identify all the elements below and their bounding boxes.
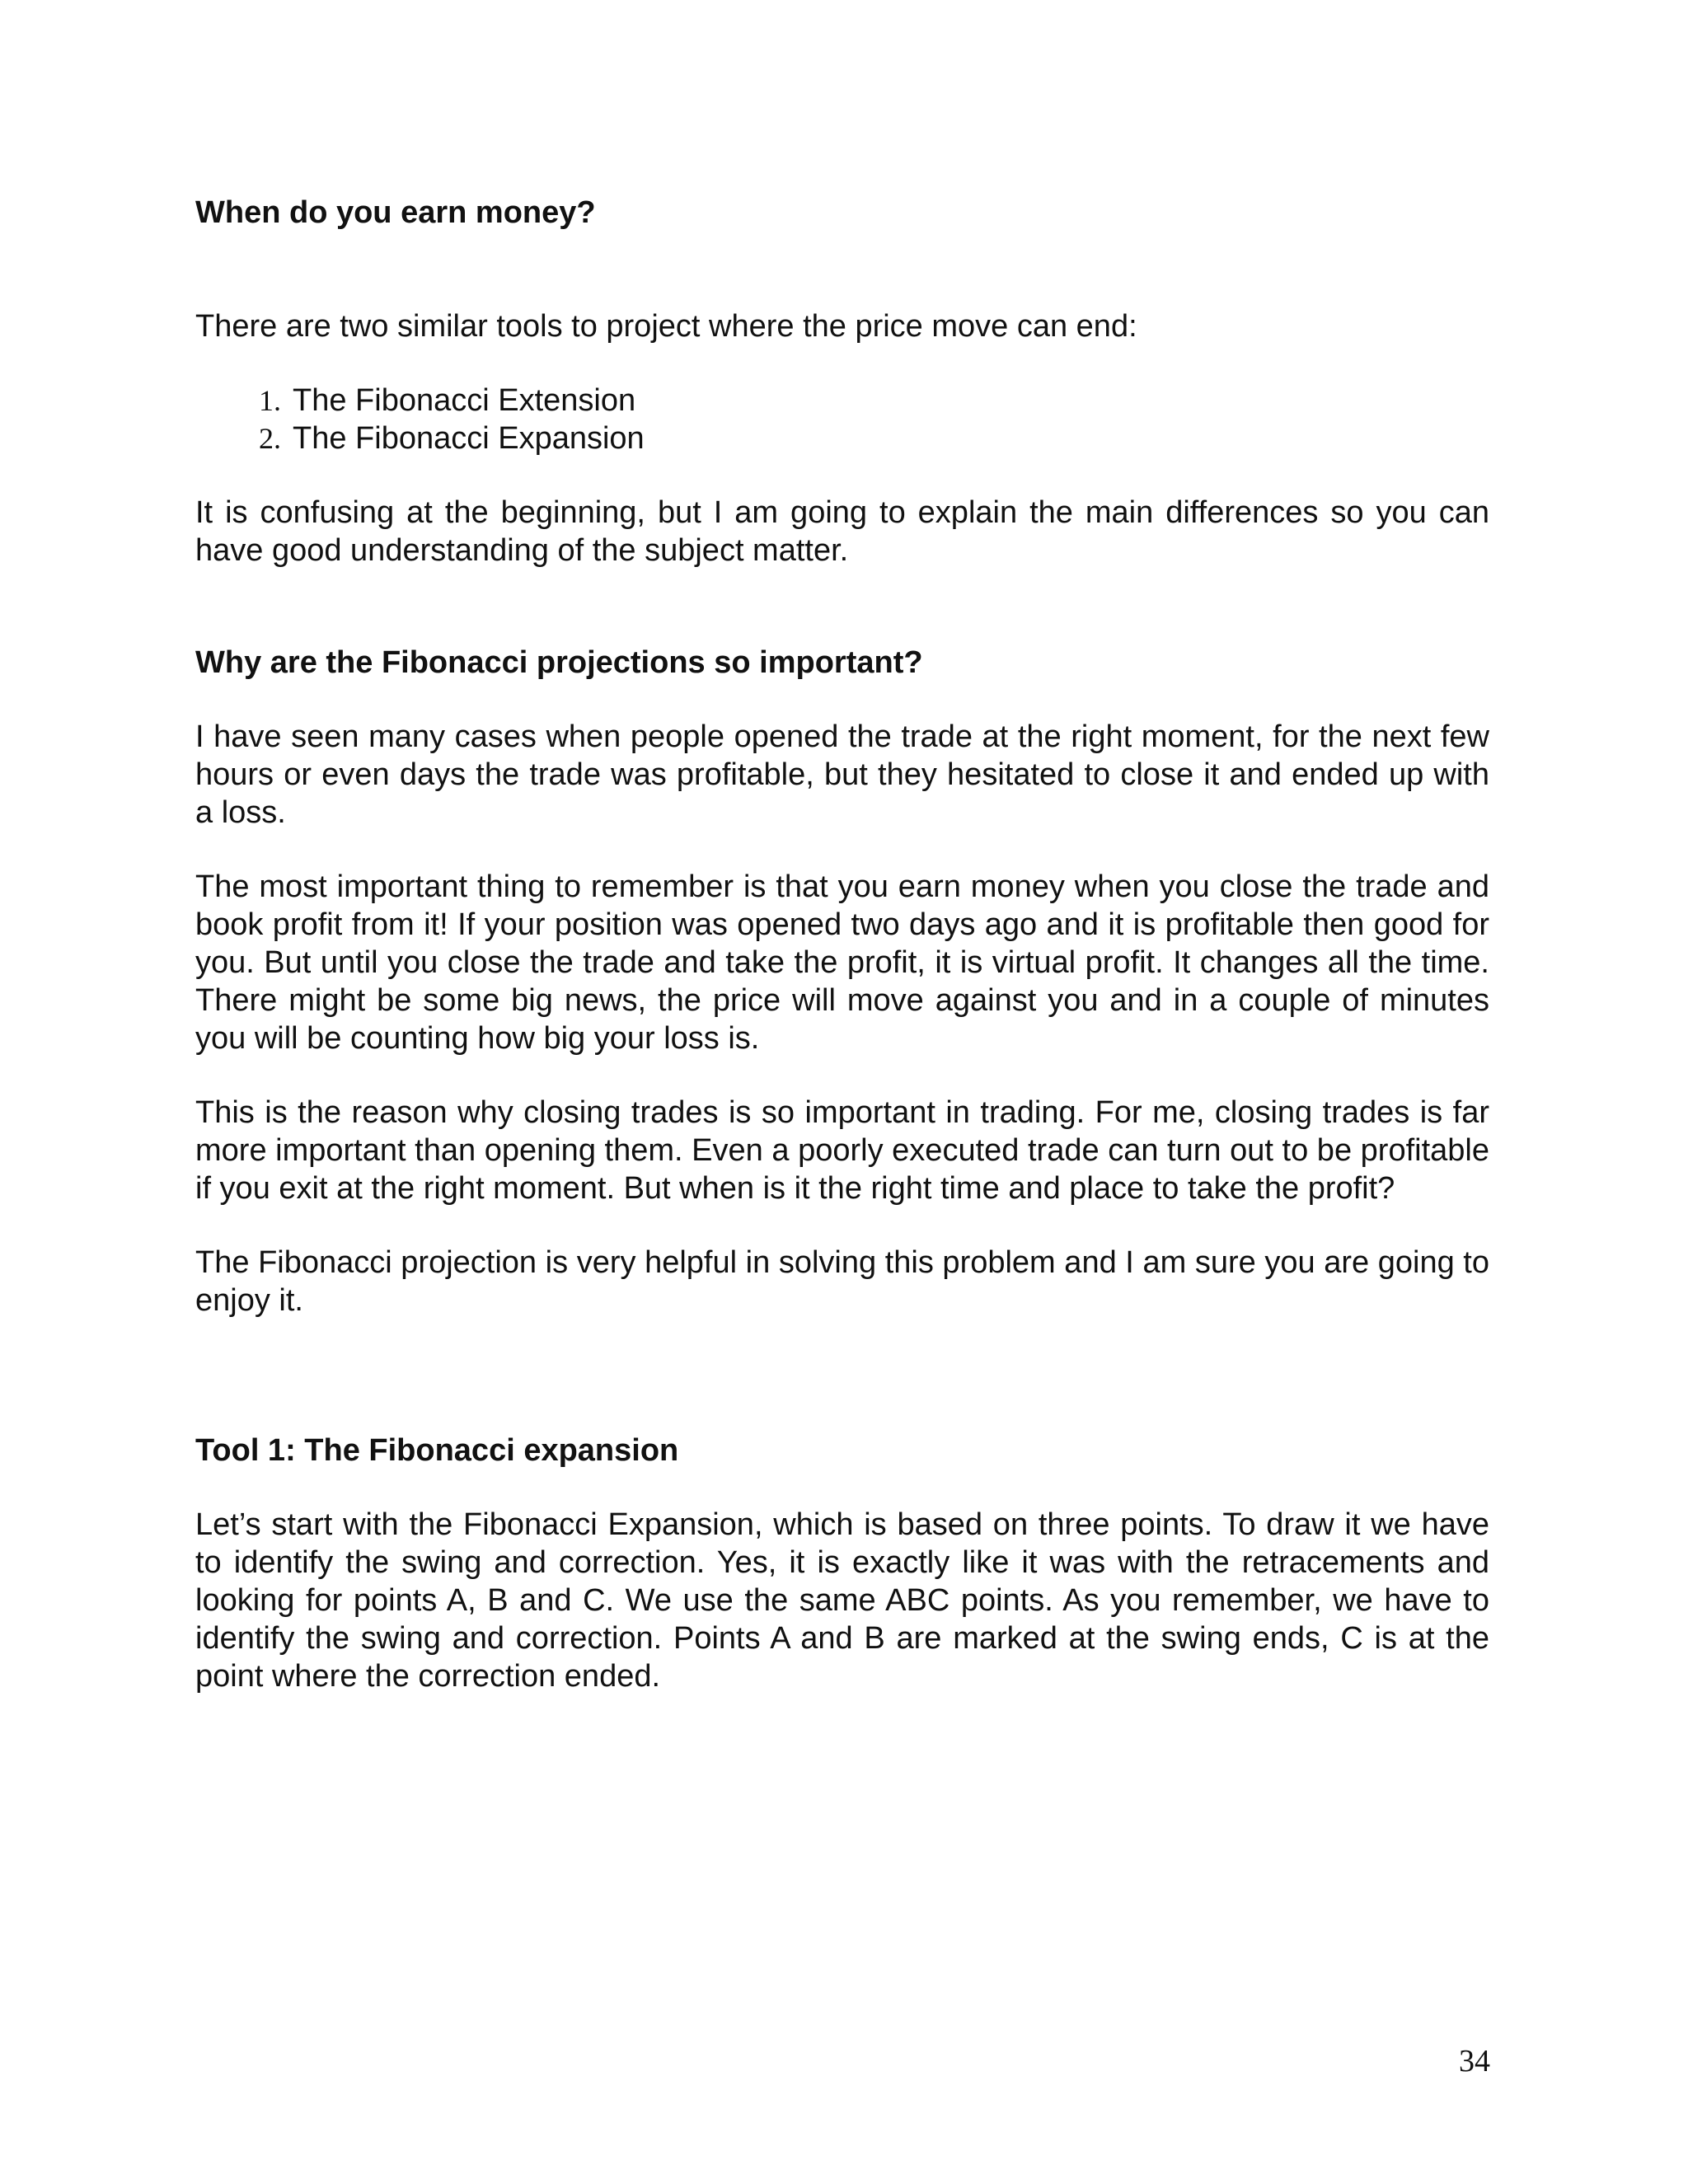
paragraph-earn-when-close: The most important thing to remember is that you earn money when you close the trade and book profit from it! If your position was opened two days ago and it is profitable then good for you. But until you close the trade and take the profit, it is virtual profit. It changes all the time. There might be some big news, the price will move against you and in a couple of minutes you will be counting how big your loss is. xyxy=(195,869,1489,1056)
list-item-text: The Fibonacci Extension xyxy=(293,383,636,418)
intro-paragraph: There are two similar tools to project where the price move can end: xyxy=(195,309,1137,344)
list-item xyxy=(195,382,1489,419)
page-number: 34 xyxy=(1459,2044,1490,2079)
paragraph-fibonacci-expansion: Let’s start with the Fibonacci Expansion, which is based on three points. To draw it we have to identify the swing and correction. Yes, it is exactly like it was with the retracements and looking for points A, B and C. We use the same ABC points. As you remember, we have to identify the swing and correction. Points A and B are marked at the swing ends, C is at the point where the correction ended. xyxy=(195,1507,1489,1694)
paragraph-closing-trades: This is the reason why closing trades is so important in trading. For me, closing trades is far more important than opening them. Even a poorly executed trade can turn out to be profitable if you exit at the right moment. But when is it the right time and place to take the profit? xyxy=(195,1095,1489,1206)
paragraph-confusing: It is confusing at the beginning, but I am going to explain the main differences so you can have good understanding of the subject matter. xyxy=(195,495,1489,568)
list-item xyxy=(195,419,1489,457)
page-content xyxy=(195,194,1489,1695)
tools-list xyxy=(195,382,1489,457)
list-item-number: 1. xyxy=(259,384,281,417)
section-heading-earn-money: When do you earn money? xyxy=(195,195,596,230)
paragraph-projection-helpful: The Fibonacci projection is very helpful in solving this problem and I am sure you are going to enjoy it. xyxy=(195,1245,1489,1318)
paragraph-many-cases: I have seen many cases when people opened the trade at the right moment, for the next few hours or even days the trade was profitable, but they hesitated to close it and ended up with a loss. xyxy=(195,719,1489,830)
list-item-number: 2. xyxy=(259,422,281,455)
list-item-text: The Fibonacci Expansion xyxy=(293,421,645,456)
section-heading-projections-important: Why are the Fibonacci projections so important? xyxy=(195,645,923,680)
section-heading-tool-1: Tool 1: The Fibonacci expansion xyxy=(195,1433,679,1468)
